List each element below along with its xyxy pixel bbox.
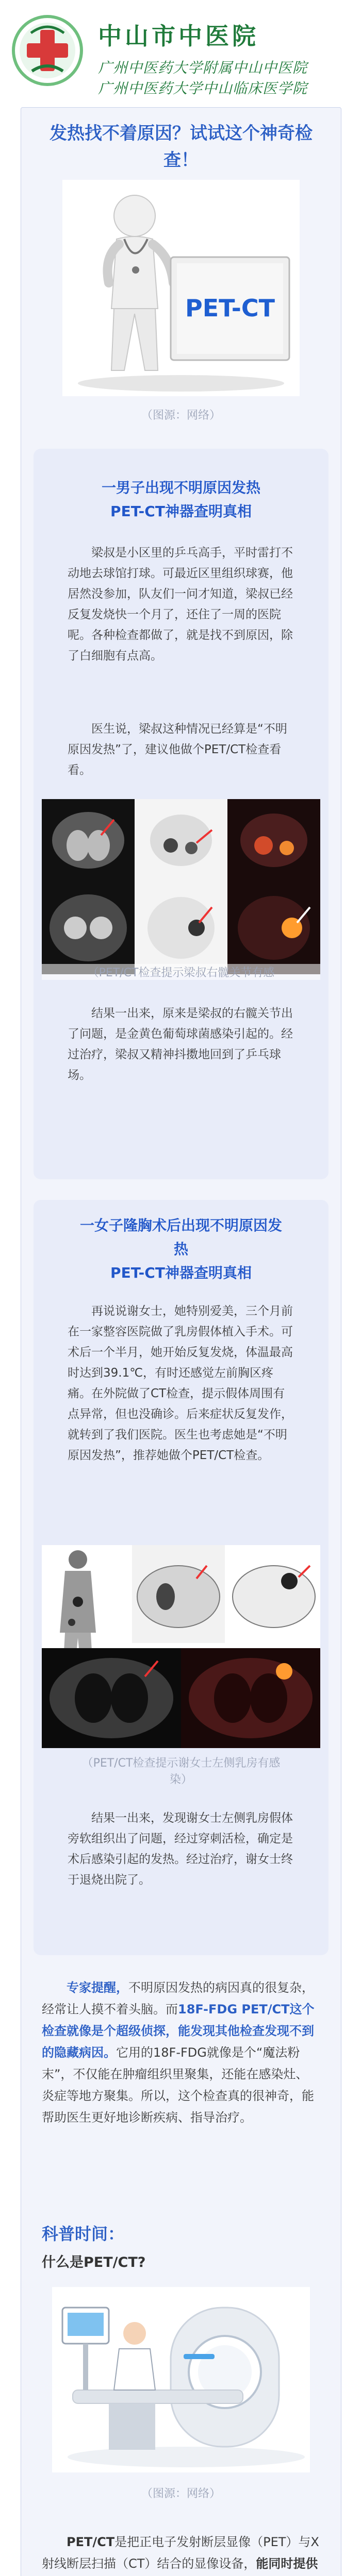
pet-scan-breast-icon [42,1545,320,1748]
pet-ct-definition-highlight: 能同时提供 [256,2556,318,2571]
article-frame [21,107,341,2576]
case1-paragraph-3: 结果一出来，原来是梁叔的右髋关节出了问题，是金黄色葡萄球菌感染引起的。经过治疗，梁叔又精神抖擞地回到了乒乓球场。 [68,1007,293,1082]
case2-paragraph-2: 结果一出来，发现谢女士左侧乳房假体旁软组织出了问题，经过穿刺活检，确定是术后感染引起的发热。经过治疗，谢女士终于退烧出院了。 [68,1811,293,1887]
pet-ct-definition-lead: PET/CT [67,2535,115,2549]
hospital-affiliation-2: 广州中医药大学中山临床医学院 [98,80,308,97]
hospital-header [0,0,361,101]
case1-paragraph-1: 梁叔是小区里的乒乓高手，平时雷打不动地去球馆打球。可最近区里组织球赛，他居然没参加，队友们一问才知道，梁叔已经反复发烧快一个月了，还住了一周的医院呢。各种检查都做了，就是找不到原因，除了白细胞有点高。 [68,546,293,663]
case2-pet-ct-image [42,1545,320,1748]
case2-image-caption-line1: （PET/CT检查提示谢女士左侧乳房有感 [81,1757,281,1770]
pet-ct-machine-image [52,2287,310,2472]
science-heading: 科普时间： [42,2224,125,2244]
case2-title-line3: PET-CT神器查明真相 [110,1264,252,1281]
machine-image-caption: （图源：网络） [141,2487,221,2500]
case2-paragraph-1: 再说说谢女士，她特别爱美，三个月前在一家整容医院做了乳房假体植入手术。可术后一个半月，她开始反复发烧，体温最高时达到39.1℃，有时还感觉左前胸区疼痛。在外院做了CT检查，提示假体周围有点异常，但也没确诊。后来症状反复发作，就转到了我们医院。医生也考虑她是“不明原因发热”，推荐她做个PET/CT检查。 [68,1304,293,1462]
science-question: 什么是PET/CT? [42,2255,146,2270]
expert-reminder-text-1: 不明原因发热的病因真的很复杂，经常让人摸不着头脑。而 [42,1980,314,2016]
case1-pet-ct-image [42,799,320,974]
hospital-affiliation-1: 广州中医药大学附属中山中医院 [98,59,308,76]
pet-ct-figure-icon [62,180,300,396]
case1-title-line1: 一男子出现不明原因发热 [101,479,260,496]
case2-title-line1: 一女子隆胸术后出现不明原因发 [79,1217,282,1234]
pet-scan-hip-icon [42,799,320,974]
case1-image-caption: （PET/CT检查提示梁叔右髋关节有感 [42,964,320,980]
case2-title-line2: 热 [173,1241,188,1258]
pet-ct-figure-image [62,180,300,396]
pet-ct-definition-text: 是把正电子发射断层显像（PET）与X射线断层扫描（CT）结合的显像设备， [42,2535,319,2571]
expert-reminder-text-2: 它用的18F-FDG就像是个“魔法粉末”，不仅能在肿瘤组织里聚集，还能在感染灶、炎症等地方聚集。所以，这个检查真的很神奇，能帮助医生更好地诊断疾病、指导治疗。 [42,2045,314,2125]
article-title: 发热找不着原因？试试这个神奇检查！ [50,123,313,171]
case2-image-caption-line2: 染） [169,1773,192,1786]
hospital-name: 中山市中医院 [98,22,259,50]
expert-reminder-highlight: 18F-FDG PET/CT这个检查就像是个超级侦探，能发现其他检查发现不到的隐藏病因。 [42,2002,315,2060]
expert-reminder [42,1977,320,2128]
hospital-logo-icon [11,14,84,87]
pet-ct-definition [42,2531,320,2576]
expert-reminder-lead: 专家提醒， [67,1980,128,1995]
intro-image-caption: （图源：网络） [141,409,221,422]
case1-title-line2: PET-CT神器查明真相 [110,503,252,520]
case1-paragraph-2: 医生说，梁叔这种情况已经算是“不明原因发热”了，建议他做个PET/CT检查看看。 [68,722,287,777]
pet-ct-sign-text: PET-CT [185,294,275,322]
case1-card [34,449,329,1179]
case2-card [34,1200,329,1955]
pet-ct-machine-icon [52,2287,310,2472]
